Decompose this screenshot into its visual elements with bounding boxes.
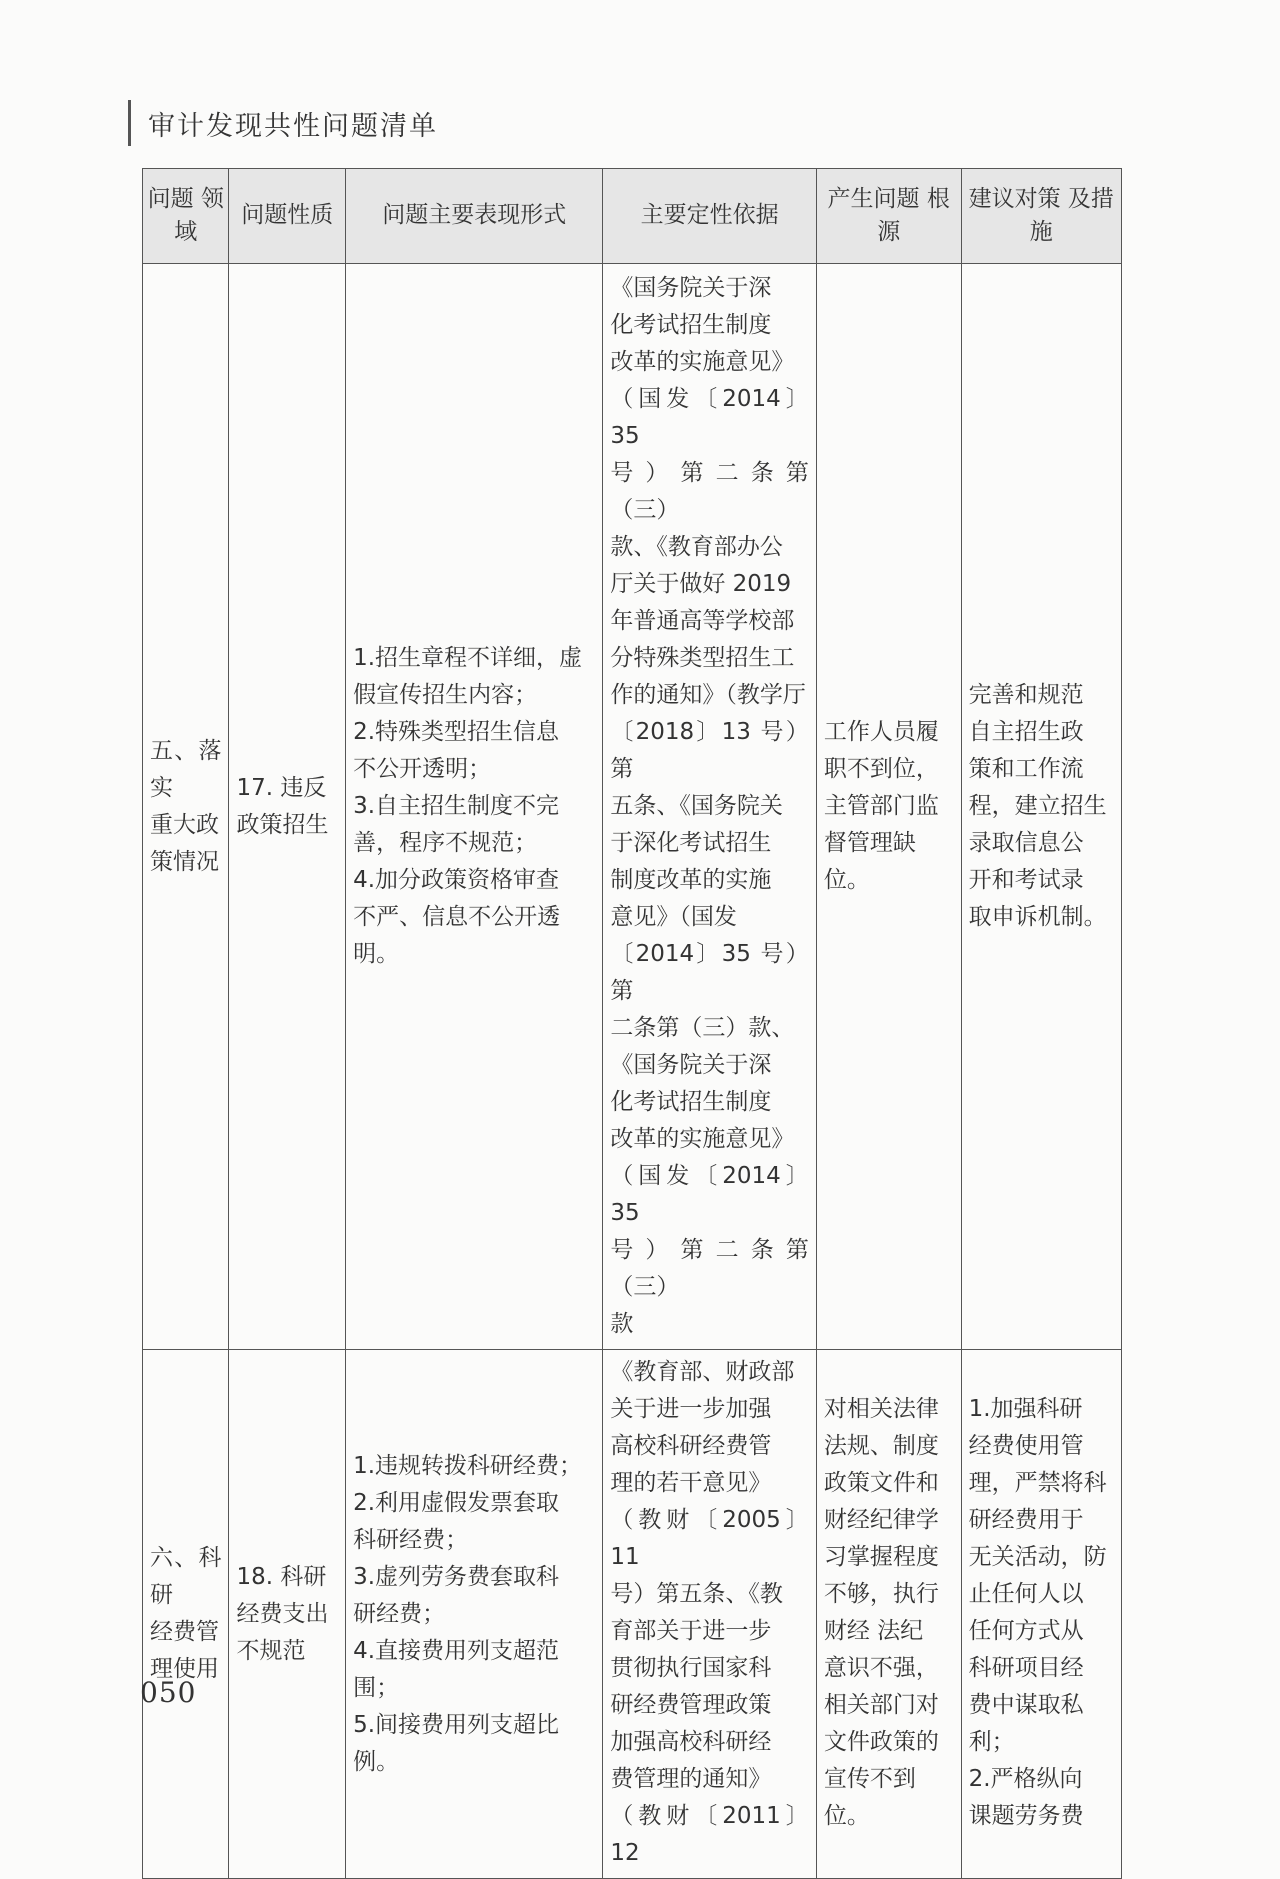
page-number: 050 (140, 1676, 197, 1709)
column-header-suggestion: 建议对策 及措施 (961, 169, 1121, 264)
audit-issues-table (142, 168, 1122, 1879)
column-header-root-cause: 产生问题 根源 (816, 169, 961, 264)
cell-domain: 五、落实 重大政 策情况 (143, 264, 229, 1350)
cell-root-cause: 工作人员履 职不到位， 主管部门监 督管理缺 位。 (816, 264, 961, 1350)
cell-basis: 《国务院关于深 化考试招生制度 改革的实施意见》 （国发〔2014〕35 号）第二条第（三） 款、《教育部办公 厅关于做好 2019 年普通高等学校部 分特殊类型招生工 作的通知》（教学厅 〔2018〕13 号）第 五条、《国务院关 于深化考试招生 制度改革的实施 意见》（国发 〔2014〕35 号）第 二条第（三）款、 《国务院关于深 化考试招生制度 改革的实施意见》 （国发〔2014〕35 号）第二条第（三） 款 (603, 264, 817, 1350)
cell-basis: 《教育部、财政部 关于进一步加强 高校科研经费管 理的若干意见》 （教财〔2005〕11 号）第五条、《教 育部关于进一步 贯彻执行国家科 研经费管理政策 加强高校科研经 费管理的通知》 （教财〔2011〕12 (603, 1350, 817, 1879)
page-header-title: 审计发现共性问题清单 (148, 111, 438, 142)
cell-nature: 18. 科研 经费支出 不规范 (229, 1350, 346, 1879)
column-header-nature: 问题性质 (229, 169, 346, 264)
cell-manifestation: 1.招生章程不详细，虚 假宣传招生内容； 2.特殊类型招生信息 不公开透明； 3.自主招生制度不完 善，程序不规范； 4.加分政策资格审查 不严、信息不公开透 明。 (346, 264, 603, 1350)
column-header-domain: 问题 领域 (143, 169, 229, 264)
cell-nature: 17. 违反 政策招生 (229, 264, 346, 1350)
column-header-manifestation: 问题主要表现形式 (346, 169, 603, 264)
cell-root-cause: 对相关法律 法规、制度 政策文件和 财经纪律学 习掌握程度 不够，执行 财经 法纪 意识不强， 相关部门对 文件政策的 宣传不到 位。 (816, 1350, 961, 1879)
cell-manifestation: 1.违规转拨科研经费； 2.利用虚假发票套取 科研经费； 3.虚列劳务费套取科 研经费； 4.直接费用列支超范 围； 5.间接费用列支超比 例。 (346, 1350, 603, 1879)
table-header-row (143, 169, 1122, 264)
cell-suggestion: 1.加强科研 经费使用管 理，严禁将科 研经费用于 无关活动，防 止任何人以 任何方式从 科研项目经 费中谋取私 利； 2.严格纵向 课题劳务费 (961, 1350, 1121, 1879)
cell-suggestion: 完善和规范 自主招生政 策和工作流 程，建立招生 录取信息公 开和考试录 取申诉机制。 (961, 264, 1121, 1350)
table-row (143, 1350, 1122, 1879)
table-row (143, 264, 1122, 1350)
column-header-basis: 主要定性依据 (603, 169, 817, 264)
header-accent-bar (128, 100, 131, 146)
cell-domain: 六、科研 经费管 理使用 (143, 1350, 229, 1879)
